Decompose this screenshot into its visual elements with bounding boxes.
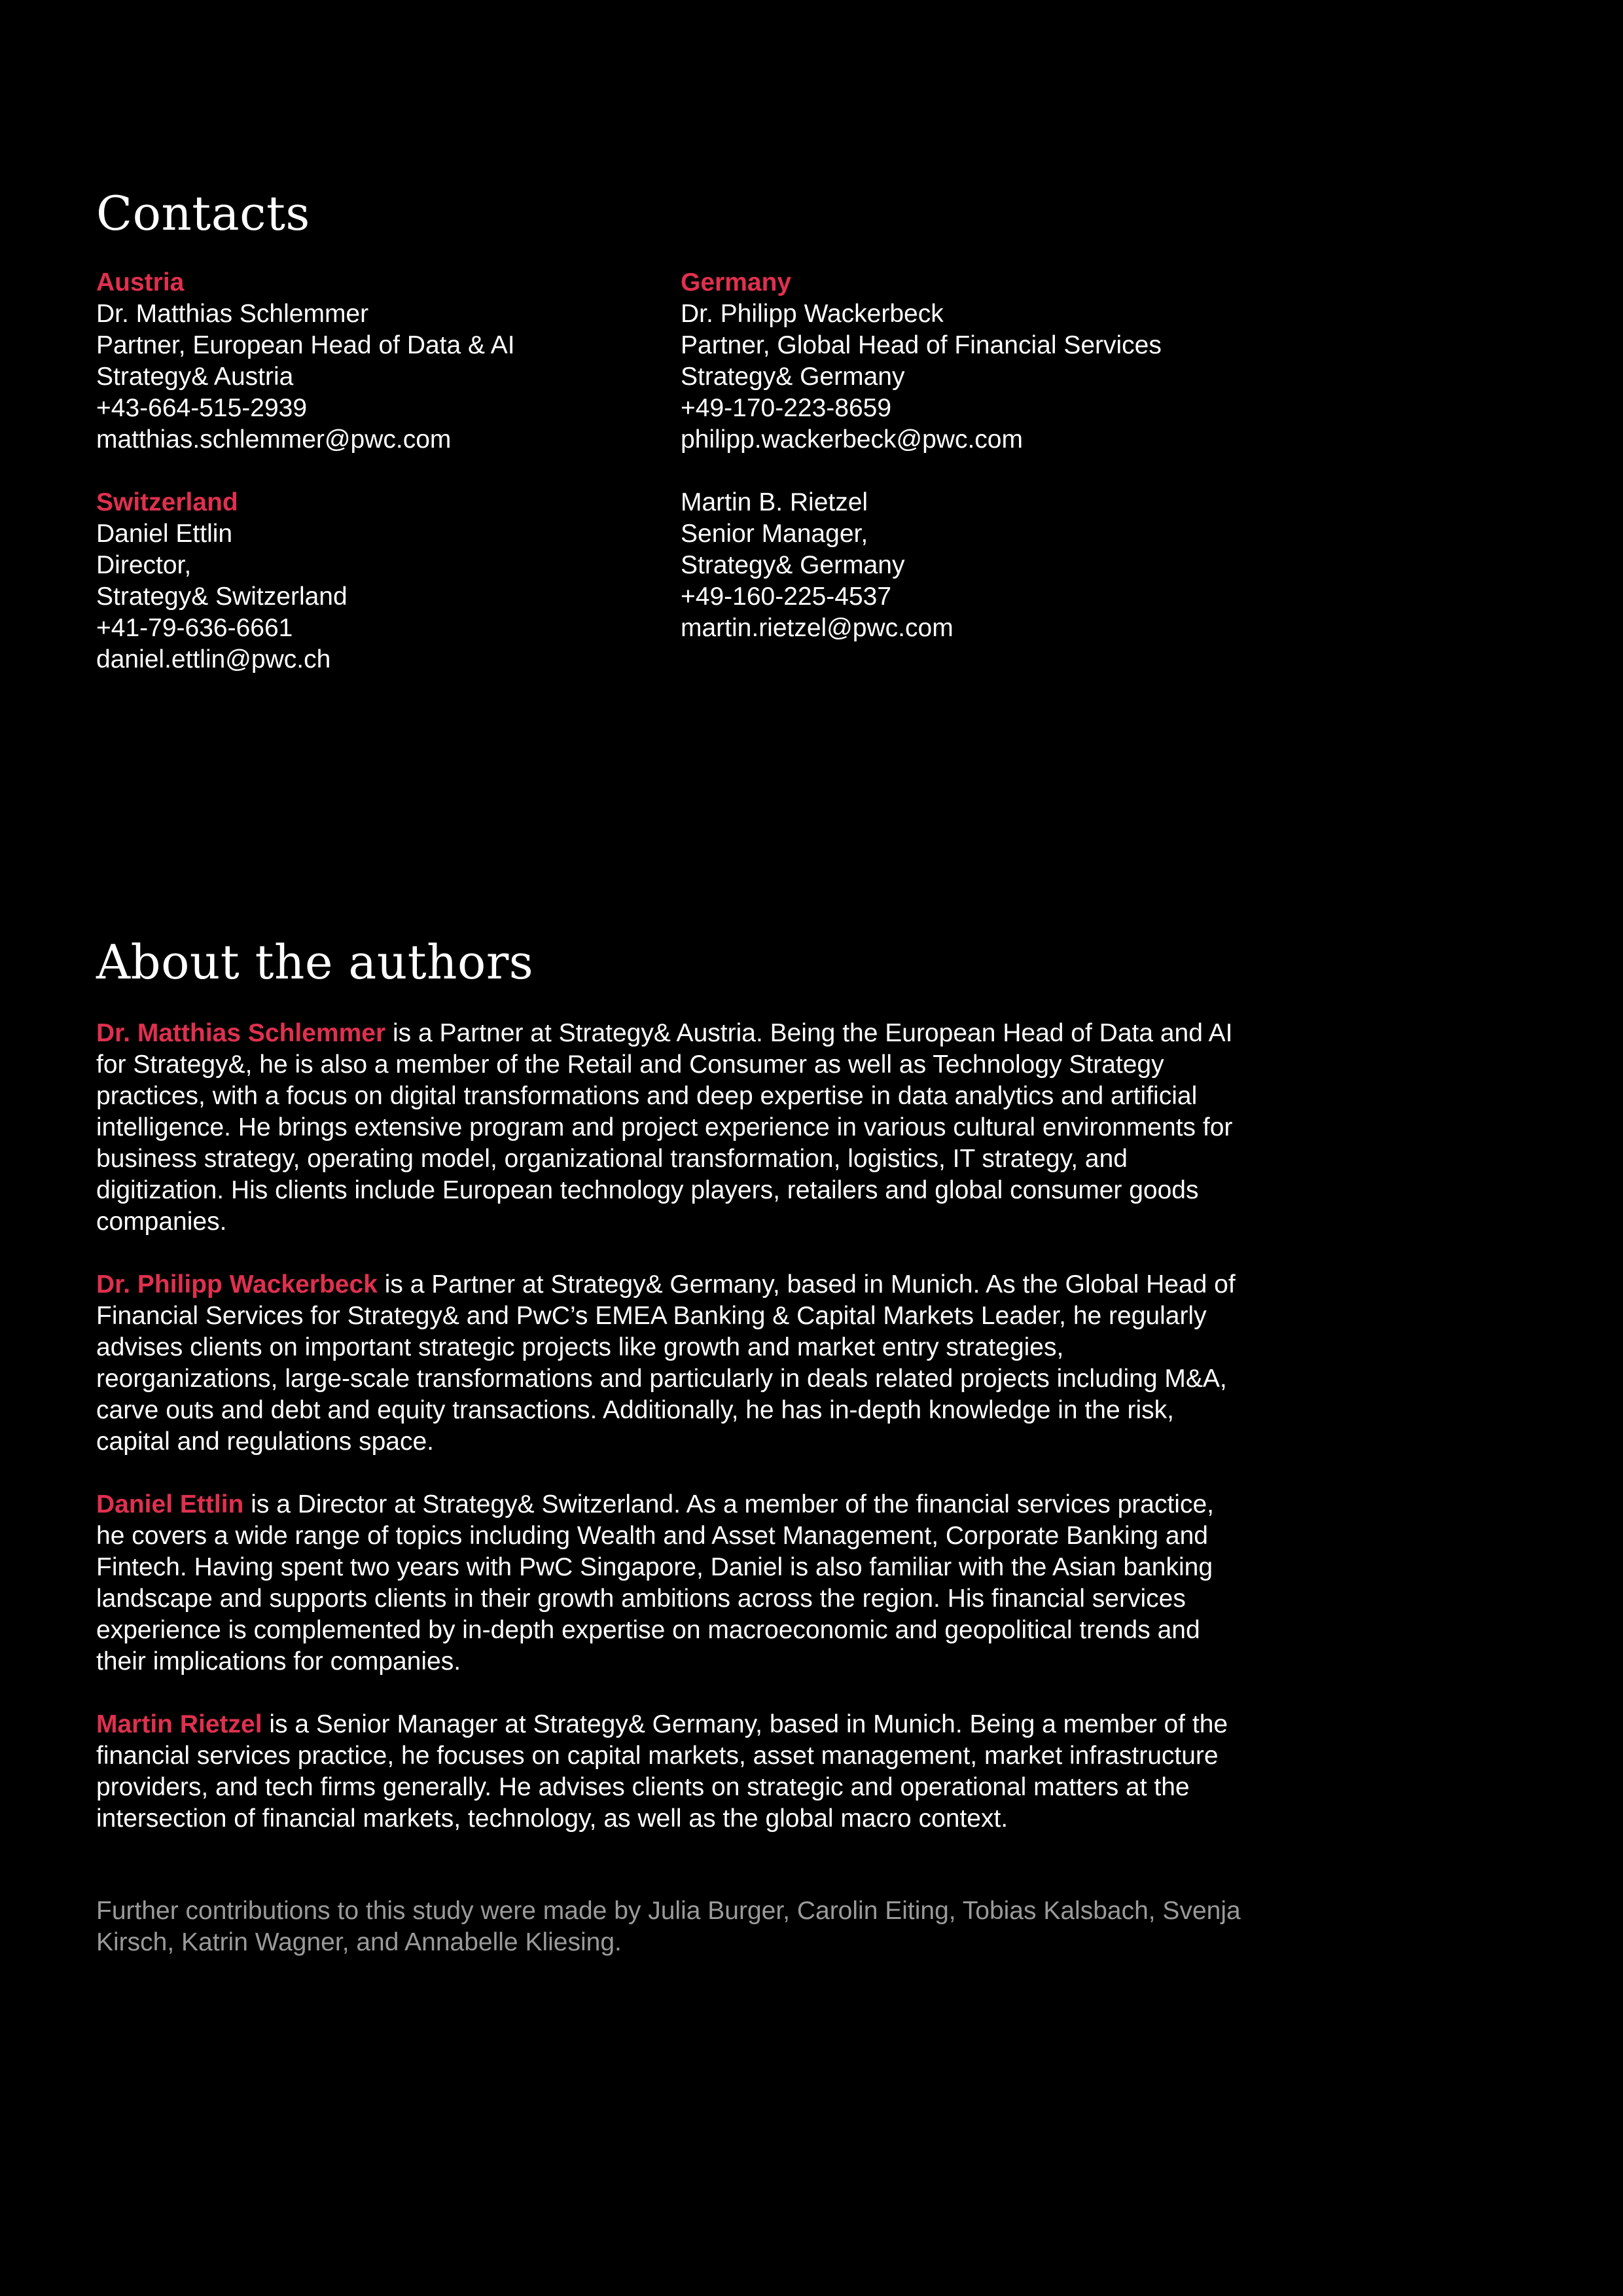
contact-org: Strategy& Austria xyxy=(96,363,294,391)
contact-country: Switzerland xyxy=(96,488,238,516)
contact-role: Director, xyxy=(96,551,192,579)
contact-role: Partner, Global Head of Financial Services xyxy=(681,331,1162,359)
author-bio xyxy=(96,1018,1248,1238)
contacts-heading: Contacts xyxy=(96,186,310,241)
author-name: Dr. Philipp Wackerbeck xyxy=(96,1270,378,1299)
further-contributions: Further contributions to this study were made by Julia Burger, Carolin Eiting, Tobias Kalsbach, Svenja Kirsch, Katrin Wagner, and Annabelle Kliesing. xyxy=(96,1897,1241,1956)
contact-email[interactable]: martin.rietzel@pwc.com xyxy=(681,614,954,642)
contact-card-germany xyxy=(681,267,1257,456)
author-name: Martin Rietzel xyxy=(96,1710,262,1738)
contact-phone: +49-160-225-4537 xyxy=(681,583,892,611)
contact-name: Dr. Philipp Wackerbeck xyxy=(681,300,944,328)
author-bio-text: is a Senior Manager at Strategy& Germany, based in Munich. Being a member of the financial services practice, he focuses on capital markets, asset management, market infrastructure providers, and tech firms generally. He advises clients on strategic and operational matters at the intersection of financial markets, technology, as well as the global macro context. xyxy=(96,1710,1228,1833)
contact-card-austria xyxy=(96,267,672,456)
contact-email[interactable]: philipp.wackerbeck@pwc.com xyxy=(681,425,1023,454)
author-name: Daniel Ettlin xyxy=(96,1490,244,1518)
contact-name: Martin B. Rietzel xyxy=(681,488,868,516)
contact-email[interactable]: daniel.ettlin@pwc.ch xyxy=(96,645,331,673)
contact-name: Daniel Ettlin xyxy=(96,520,233,548)
contact-phone: +43-664-515-2939 xyxy=(96,394,308,422)
contacts-column-right xyxy=(681,267,1257,675)
contact-org: Strategy& Germany xyxy=(681,551,905,579)
contact-country: Germany xyxy=(681,268,792,296)
contact-name: Dr. Matthias Schlemmer xyxy=(96,300,369,328)
about-heading: About the authors xyxy=(96,935,534,990)
contact-org: Strategy& Germany xyxy=(681,363,905,391)
contact-phone: +41-79-636-6661 xyxy=(96,614,293,642)
author-name: Dr. Matthias Schlemmer xyxy=(96,1019,386,1047)
author-bio xyxy=(96,1709,1248,1835)
contact-email[interactable]: matthias.schlemmer@pwc.com xyxy=(96,425,452,454)
contact-card-switzerland xyxy=(96,487,672,675)
author-bio-text: is a Partner at Strategy& Germany, based in Munich. As the Global Head of Financial Services for Strategy& and PwC’s EMEA Banking & Capital Markets Leader, he regularly advises clients on important strategic projects like growth and market entry strategies, reorganizations, large-scale transformations and particularly in deals related projects including M&A, carve outs and debt and equity transactions. Additionally, he has in-depth knowledge in the risk, capital and regulations space. xyxy=(96,1270,1236,1456)
author-bio xyxy=(96,1269,1248,1458)
author-bio xyxy=(96,1489,1248,1677)
contact-role: Partner, European Head of Data & AI xyxy=(96,331,515,359)
contact-country: Austria xyxy=(96,268,185,296)
contacts-column-left xyxy=(96,267,672,707)
author-bio-text: is a Director at Strategy& Switzerland. As a member of the financial services practice, he covers a wide range of topics including Wealth and Asset Management, Corporate Banking and Fintech. Having spent two years with PwC Singapore, Daniel is also familiar with the Asian banking landscape and supports clients in their growth ambitions across the region. His financial services experience is complemented by in-depth expertise on macroeconomic and geopolitical trends and their implications for companies. xyxy=(96,1490,1214,1676)
author-bios xyxy=(96,1018,1248,1866)
author-bio-text: is a Partner at Strategy& Austria. Being the European Head of Data and AI for Strategy&, he is also a member of the Retail and Consumer as well as Technology Strategy practices, with a focus on digital transformations and deep expertise in data analytics and artificial intelligence. He brings extensive program and project experience in various cultural environments for business strategy, operating model, organizational transformation, logistics, IT strategy, and digitization. His clients include European technology players, retailers and global consumer goods companies. xyxy=(96,1019,1233,1236)
contact-card-germany-2 xyxy=(681,487,1257,644)
contact-role: Senior Manager, xyxy=(681,520,868,548)
contact-org: Strategy& Switzerland xyxy=(96,583,348,611)
contact-phone: +49-170-223-8659 xyxy=(681,394,892,422)
